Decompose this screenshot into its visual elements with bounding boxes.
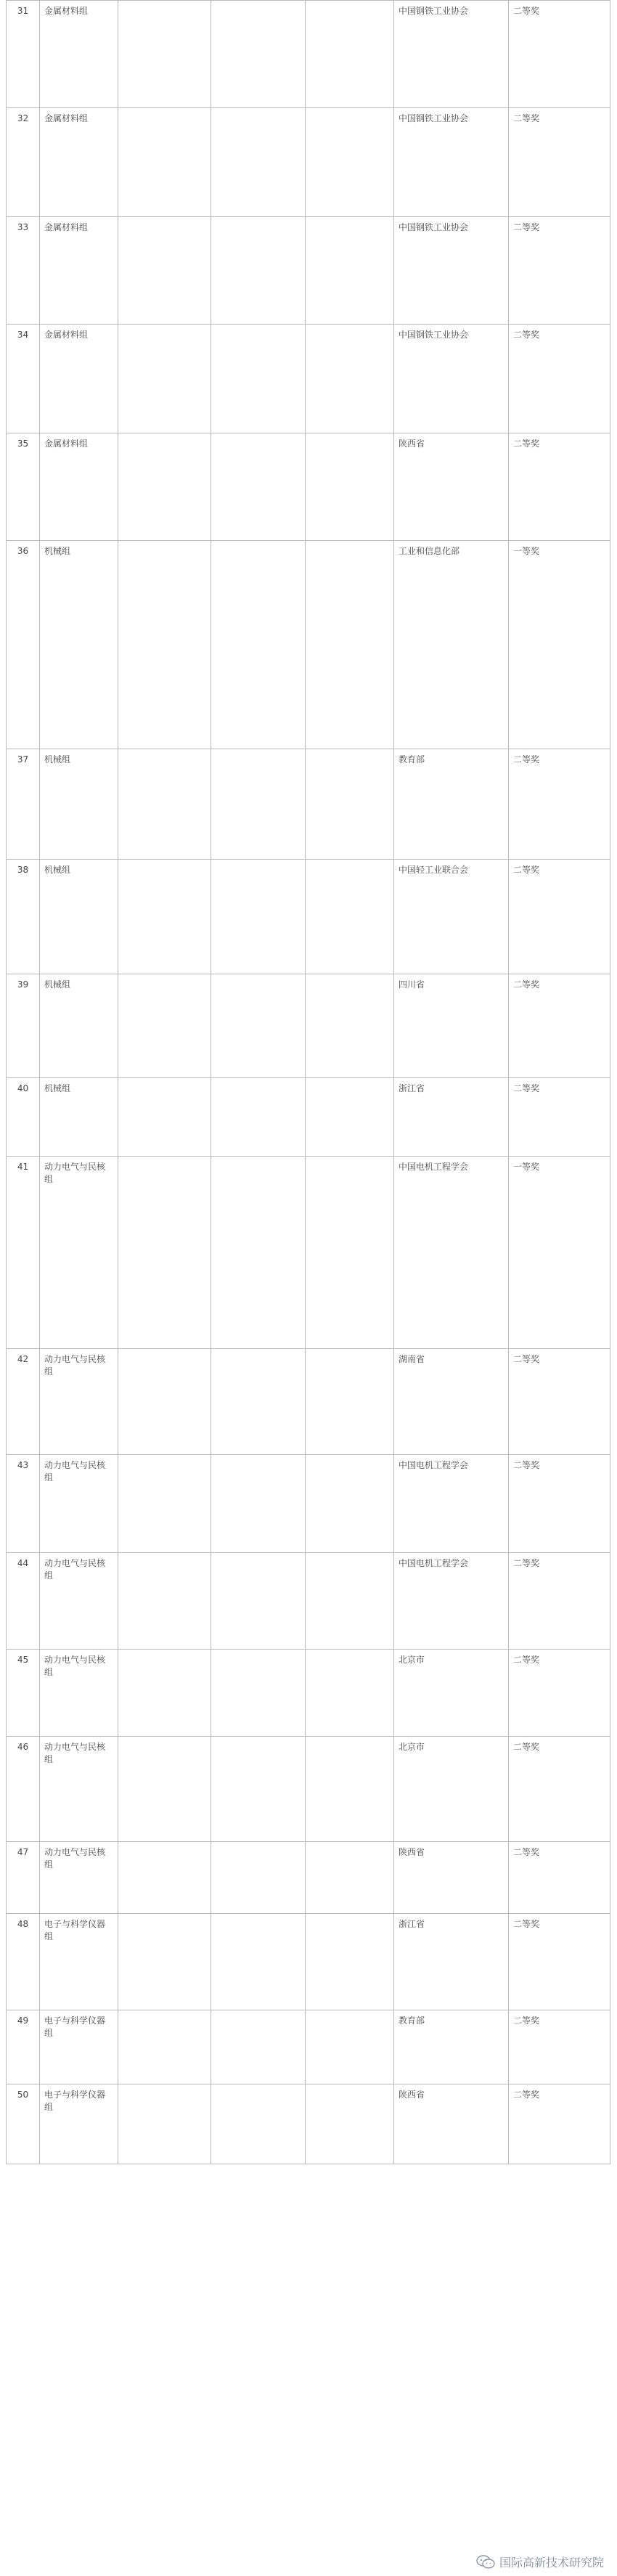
awards-table-body	[7, 1, 610, 2164]
table-row	[7, 108, 610, 217]
project-name	[118, 749, 211, 860]
recommending-unit: 中国钢铁工业协会	[394, 325, 509, 433]
completing-units	[306, 2010, 394, 2084]
completing-units	[306, 541, 394, 749]
main-contributors	[211, 974, 306, 1078]
discipline-group: 动力电气与民核组	[40, 1650, 118, 1737]
main-contributors	[211, 1157, 306, 1349]
main-contributors	[211, 1737, 306, 1842]
main-contributors	[211, 325, 306, 433]
completing-units	[306, 1157, 394, 1349]
project-name	[118, 2084, 211, 2164]
row-number: 48	[7, 1914, 40, 2010]
project-name	[118, 860, 211, 974]
project-name	[118, 1650, 211, 1737]
table-row	[7, 1553, 610, 1650]
discipline-group: 机械组	[40, 860, 118, 974]
table-row	[7, 1455, 610, 1553]
row-number: 38	[7, 860, 40, 974]
completing-units	[306, 860, 394, 974]
table-row	[7, 1349, 610, 1455]
award-grade: 二等奖	[509, 108, 610, 217]
recommending-unit: 陕西省	[394, 2084, 509, 2164]
row-number: 47	[7, 1842, 40, 1914]
recommending-unit: 中国电机工程学会	[394, 1157, 509, 1349]
award-grade: 二等奖	[509, 217, 610, 325]
recommending-unit: 中国钢铁工业协会	[394, 108, 509, 217]
project-name	[118, 974, 211, 1078]
watermark-text: 国际高新技术研究院	[499, 2556, 604, 2569]
project-name	[118, 433, 211, 541]
main-contributors	[211, 860, 306, 974]
award-grade: 二等奖	[509, 1737, 610, 1842]
project-name	[118, 1842, 211, 1914]
award-grade: 二等奖	[509, 1078, 610, 1157]
recommending-unit: 四川省	[394, 974, 509, 1078]
discipline-group: 机械组	[40, 749, 118, 860]
table-row	[7, 1914, 610, 2010]
main-contributors	[211, 749, 306, 860]
recommending-unit: 中国钢铁工业协会	[394, 217, 509, 325]
completing-units	[306, 325, 394, 433]
award-grade: 二等奖	[509, 433, 610, 541]
completing-units	[306, 974, 394, 1078]
project-name	[118, 1914, 211, 2010]
row-number: 43	[7, 1455, 40, 1553]
award-grade: 二等奖	[509, 2010, 610, 2084]
award-grade: 一等奖	[509, 541, 610, 749]
award-grade: 二等奖	[509, 749, 610, 860]
table-row	[7, 1078, 610, 1157]
discipline-group: 电子与科学仪器组	[40, 2084, 118, 2164]
main-contributors	[211, 1078, 306, 1157]
row-number: 50	[7, 2084, 40, 2164]
project-name	[118, 1553, 211, 1650]
recommending-unit: 北京市	[394, 1737, 509, 1842]
recommending-unit: 湖南省	[394, 1349, 509, 1455]
recommending-unit: 中国钢铁工业协会	[394, 1, 509, 108]
row-number: 40	[7, 1078, 40, 1157]
discipline-group: 电子与科学仪器组	[40, 1914, 118, 2010]
project-name	[118, 1349, 211, 1455]
row-number: 35	[7, 433, 40, 541]
table-row	[7, 2010, 610, 2084]
completing-units	[306, 1842, 394, 1914]
recommending-unit: 陕西省	[394, 1842, 509, 1914]
main-contributors	[211, 1842, 306, 1914]
project-name	[118, 108, 211, 217]
watermark	[472, 2552, 608, 2572]
discipline-group: 动力电气与民核组	[40, 1349, 118, 1455]
table-row	[7, 217, 610, 325]
completing-units	[306, 1914, 394, 2010]
table-row	[7, 1157, 610, 1349]
table-row	[7, 325, 610, 433]
award-grade: 一等奖	[509, 1157, 610, 1349]
award-grade: 二等奖	[509, 860, 610, 974]
discipline-group: 动力电气与民核组	[40, 1553, 118, 1650]
project-name	[118, 541, 211, 749]
project-name	[118, 325, 211, 433]
award-grade: 二等奖	[509, 974, 610, 1078]
main-contributors	[211, 2010, 306, 2084]
discipline-group: 金属材料组	[40, 1, 118, 108]
project-name	[118, 1, 211, 108]
completing-units	[306, 2084, 394, 2164]
main-contributors	[211, 541, 306, 749]
discipline-group: 动力电气与民核组	[40, 1157, 118, 1349]
recommending-unit: 陕西省	[394, 433, 509, 541]
completing-units	[306, 749, 394, 860]
project-name	[118, 1455, 211, 1553]
completing-units	[306, 1, 394, 108]
table-row	[7, 1650, 610, 1737]
discipline-group: 金属材料组	[40, 433, 118, 541]
completing-units	[306, 1737, 394, 1842]
main-contributors	[211, 2084, 306, 2164]
row-number: 42	[7, 1349, 40, 1455]
table-row	[7, 2084, 610, 2164]
table-row	[7, 1737, 610, 1842]
discipline-group: 机械组	[40, 974, 118, 1078]
main-contributors	[211, 1914, 306, 2010]
discipline-group: 电子与科学仪器组	[40, 2010, 118, 2084]
award-grade: 二等奖	[509, 1455, 610, 1553]
table-row	[7, 1, 610, 108]
recommending-unit: 中国电机工程学会	[394, 1455, 509, 1553]
award-grade: 二等奖	[509, 2084, 610, 2164]
award-grade: 二等奖	[509, 325, 610, 433]
row-number: 46	[7, 1737, 40, 1842]
discipline-group: 金属材料组	[40, 325, 118, 433]
discipline-group: 金属材料组	[40, 108, 118, 217]
main-contributors	[211, 1, 306, 108]
recommending-unit: 中国轻工业联合会	[394, 860, 509, 974]
main-contributors	[211, 1650, 306, 1737]
recommending-unit: 教育部	[394, 2010, 509, 2084]
completing-units	[306, 217, 394, 325]
completing-units	[306, 1650, 394, 1737]
completing-units	[306, 1455, 394, 1553]
row-number: 31	[7, 1, 40, 108]
discipline-group: 机械组	[40, 541, 118, 749]
completing-units	[306, 1553, 394, 1650]
row-number: 39	[7, 974, 40, 1078]
project-name	[118, 1157, 211, 1349]
recommending-unit: 浙江省	[394, 1914, 509, 2010]
recommending-unit: 工业和信息化部	[394, 541, 509, 749]
row-number: 45	[7, 1650, 40, 1737]
table-row	[7, 860, 610, 974]
table-row	[7, 974, 610, 1078]
main-contributors	[211, 1349, 306, 1455]
main-contributors	[211, 1455, 306, 1553]
table-row	[7, 1842, 610, 1914]
awards-table	[6, 0, 610, 2164]
award-grade: 二等奖	[509, 1, 610, 108]
row-number: 37	[7, 749, 40, 860]
award-grade: 二等奖	[509, 1553, 610, 1650]
project-name	[118, 217, 211, 325]
completing-units	[306, 1349, 394, 1455]
row-number: 36	[7, 541, 40, 749]
completing-units	[306, 108, 394, 217]
recommending-unit: 中国电机工程学会	[394, 1553, 509, 1650]
main-contributors	[211, 1553, 306, 1650]
wechat-icon	[476, 2555, 495, 2569]
project-name	[118, 1737, 211, 1842]
main-contributors	[211, 217, 306, 325]
table-row	[7, 541, 610, 749]
recommending-unit: 教育部	[394, 749, 509, 860]
row-number: 49	[7, 2010, 40, 2084]
award-grade: 二等奖	[509, 1842, 610, 1914]
row-number: 41	[7, 1157, 40, 1349]
row-number: 34	[7, 325, 40, 433]
award-grade: 二等奖	[509, 1650, 610, 1737]
completing-units	[306, 1078, 394, 1157]
recommending-unit: 北京市	[394, 1650, 509, 1737]
discipline-group: 动力电气与民核组	[40, 1455, 118, 1553]
main-contributors	[211, 433, 306, 541]
completing-units	[306, 433, 394, 541]
award-grade: 二等奖	[509, 1914, 610, 2010]
main-contributors	[211, 108, 306, 217]
discipline-group: 金属材料组	[40, 217, 118, 325]
table-row	[7, 433, 610, 541]
row-number: 44	[7, 1553, 40, 1650]
project-name	[118, 1078, 211, 1157]
project-name	[118, 2010, 211, 2084]
row-number: 33	[7, 217, 40, 325]
discipline-group: 动力电气与民核组	[40, 1842, 118, 1914]
discipline-group: 动力电气与民核组	[40, 1737, 118, 1842]
row-number: 32	[7, 108, 40, 217]
recommending-unit: 浙江省	[394, 1078, 509, 1157]
award-grade: 二等奖	[509, 1349, 610, 1455]
discipline-group: 机械组	[40, 1078, 118, 1157]
table-row	[7, 749, 610, 860]
